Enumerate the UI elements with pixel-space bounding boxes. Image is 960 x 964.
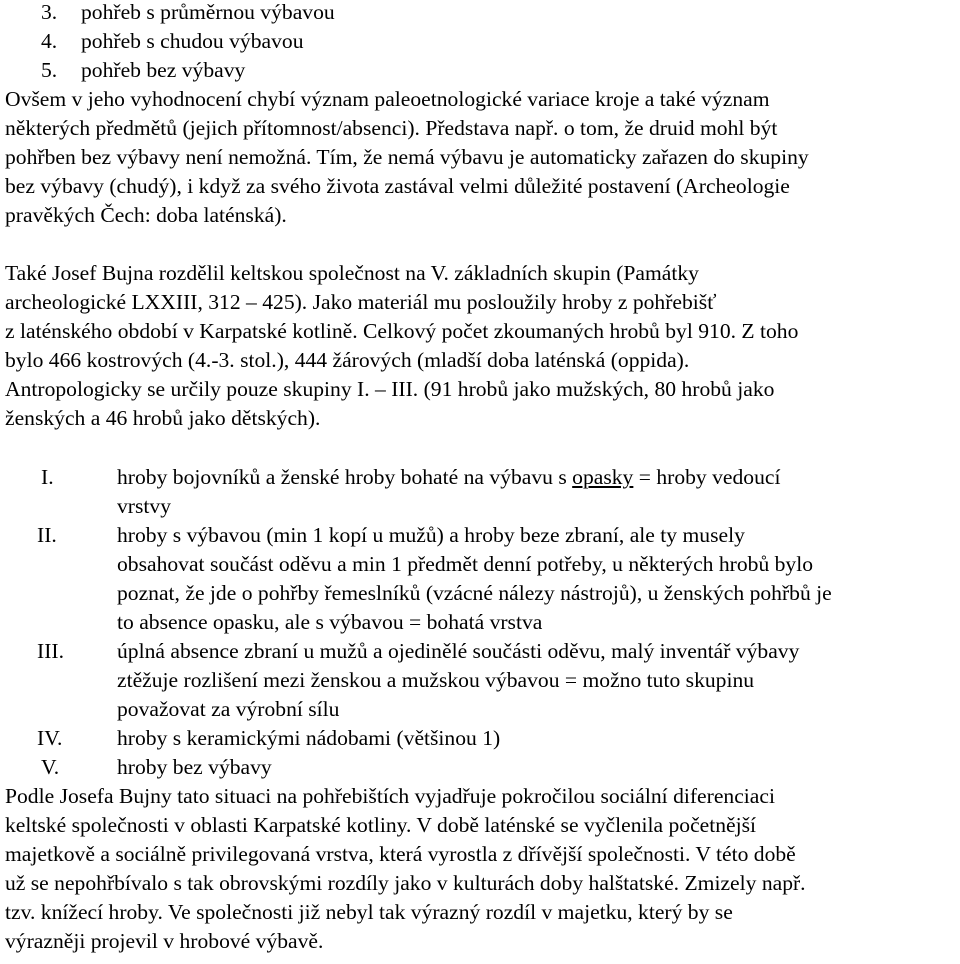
paragraph-line: pravěkých Čech: doba laténská). bbox=[5, 203, 287, 227]
roman-numeral: III. bbox=[37, 639, 64, 663]
group-text: ztěžuje rozlišení mezi ženskou a mužskou výbavou = možno tuto skupinu bbox=[117, 668, 755, 692]
group-text: hroby bojovníků a ženské hroby bohaté na výbavu s opasky = hroby vedoucí bbox=[117, 465, 781, 489]
group-text: hroby s výbavou (min 1 kopí u mužů) a hroby beze zbraní, ale ty musely bbox=[117, 523, 745, 547]
list-number: 4. bbox=[41, 29, 58, 53]
roman-numeral: I. bbox=[41, 465, 54, 489]
paragraph-line: Podle Josefa Bujny tato situaci na pohřebištích vyjadřuje pokročilou sociální diferenciaci bbox=[5, 784, 775, 808]
paragraph-line: bez výbavy (chudý), i když za svého života zastával velmi důležité postavení (Archeologie bbox=[5, 174, 790, 198]
list-item bbox=[5, 27, 960, 56]
roman-numeral: V. bbox=[41, 755, 60, 779]
group-text: úplná absence zbraní u mužů a ojedinělé součásti oděvu, malý inventář výbavy bbox=[117, 639, 800, 663]
paragraph-line: Antropologicky se určily pouze skupiny I. – III. (91 hrobů jako mužských, 80 hrobů jako bbox=[5, 377, 775, 401]
group-text: obsahovat součást oděvu a min 1 předmět denní potřeby, u některých hrobů bylo bbox=[117, 552, 814, 576]
underlined-term: opasky bbox=[572, 465, 634, 489]
paragraph-line: z laténského období v Karpatské kotlině. Celkový počet zkoumaných hrobů byl 910. Z toho bbox=[5, 319, 799, 343]
list-item bbox=[5, 0, 960, 27]
paragraph-line: pohřben bez výbavy není nemožná. Tím, že nemá výbavu je automaticky zařazen do skupiny bbox=[5, 145, 809, 169]
paragraph-line: už se nepohřbívalo s tak obrovskými rozdíly jako v kulturách doby halštatské. Zmizely např. bbox=[5, 871, 806, 895]
paragraph-line: Ovšem v jeho vyhodnocení chybí význam paleoetnologické variace kroje a také význam bbox=[5, 87, 770, 111]
list-text: pohřeb bez výbavy bbox=[81, 58, 246, 82]
paragraph-line: ženských a 46 hrobů jako dětských). bbox=[5, 406, 321, 430]
list-number: 5. bbox=[41, 58, 58, 82]
paragraph-line: tzv. knížecí hroby. Ve společnosti již nebyl tak výrazný rozdíl v majetku, který by se bbox=[5, 900, 733, 924]
group-text: považovat za výrobní sílu bbox=[117, 697, 340, 721]
paragraph-line: archeologické LXXIII, 312 – 425). Jako materiál mu posloužily hroby z pohřebišť bbox=[5, 290, 717, 314]
paragraph-line: některých předmětů (jejich přítomnost/absenci). Představa např. o tom, že druid mohl být bbox=[5, 116, 778, 140]
paragraph-line: výrazněji projevil v hrobové výbavě. bbox=[5, 929, 324, 953]
group-text: poznat, že jde o pohřby řemeslníků (vzácné nálezy nástrojů), u ženských pohřbů je bbox=[117, 581, 832, 605]
roman-numeral: II. bbox=[37, 523, 57, 547]
paragraph-line: keltské společnosti v oblasti Karpatské kotliny. V době laténské se vyčlenila početnější bbox=[5, 813, 757, 837]
group-text: hroby bez výbavy bbox=[117, 755, 272, 779]
list-text: pohřeb s průměrnou výbavou bbox=[81, 0, 335, 24]
group-text: hroby s keramickými nádobami (většinou 1) bbox=[117, 726, 501, 750]
paragraph-line: majetkově a sociálně privilegovaná vrstva, která vyrostla z dřívější společnosti. V této době bbox=[5, 842, 796, 866]
paragraph-line: bylo 466 kostrových (4.-3. stol.), 444 žárových (mladší doba laténská (oppida). bbox=[5, 348, 690, 372]
group-text: to absence opasku, ale s výbavou = bohatá vrstva bbox=[117, 610, 543, 634]
group-text: vrstvy bbox=[117, 494, 171, 518]
paragraph-line: Také Josef Bujna rozdělil keltskou společnost na V. základních skupin (Památky bbox=[5, 261, 699, 285]
list-number: 3. bbox=[41, 0, 58, 24]
list-item bbox=[5, 56, 960, 85]
list-text: pohřeb s chudou výbavou bbox=[81, 29, 304, 53]
roman-numeral: IV. bbox=[37, 726, 63, 750]
